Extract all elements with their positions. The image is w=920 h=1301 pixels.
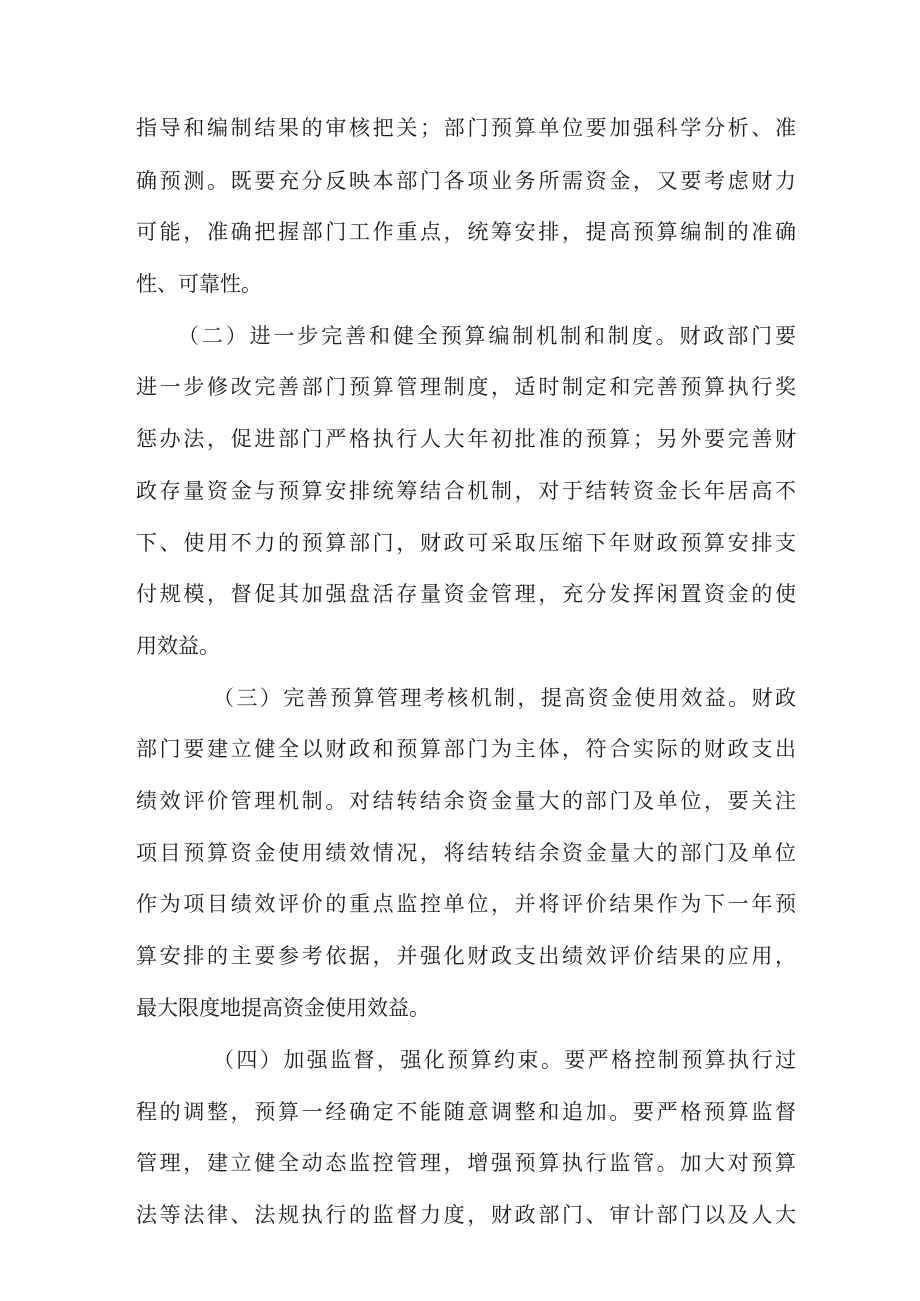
paragraph-1-line-2: 确预测。既要充分反映本部门各项业务所需资金，又要考虑财力 xyxy=(136,169,796,193)
paragraph-3-line-5: 作为项目绩效评价的重点监控单位，并将评价结果作为下一年预 xyxy=(136,892,796,916)
paragraph-4-line-4: 法等法律、法规执行的监督力度，财政部门、审计部门以及人大 xyxy=(136,1203,796,1227)
paragraph-2-line-5: 下、使用不力的预算部门，财政可采取压缩下年财政预算安排支 xyxy=(136,531,796,555)
paragraph-2-line-6: 付规模，督促其加强盘活存量资金管理，充分发挥闲置资金的使 xyxy=(136,582,796,606)
paragraph-2-line-7: 用效益。 xyxy=(136,634,220,658)
paragraph-3-line-6: 算安排的主要参考依据，并强化财政支出绩效评价结果的应用， xyxy=(136,944,796,968)
paragraph-4-line-2: 程的调整，预算一经确定不能随意调整和追加。要严格预算监督 xyxy=(136,1100,796,1124)
paragraph-3-line-7: 最大限度地提高资金使用效益。 xyxy=(136,996,430,1020)
paragraph-1-line-1: 指导和编制结果的审核把关；部门预算单位要加强科学分析、准 xyxy=(136,116,796,140)
paragraph-2-line-2: 进一步修改完善部门预算管理制度，适时制定和完善预算执行奖 xyxy=(136,375,796,399)
paragraph-2-line-3: 惩办法，促进部门严格执行人大年初批准的预算；另外要完善财 xyxy=(136,427,796,451)
paragraph-1-line-3: 可能，准确把握部门工作重点，统筹安排，提高预算编制的准确 xyxy=(136,220,796,244)
paragraph-1-line-4: 性、可靠性。 xyxy=(136,272,262,296)
paragraph-3-line-2: 部门要建立健全以财政和预算部门为主体，符合实际的财政支出 xyxy=(136,737,796,761)
paragraph-2-line-4: 政存量资金与预算安排统筹结合机制，对于结转资金长年居高不 xyxy=(136,479,796,503)
paragraph-4-line-3: 管理，建立健全动态监控管理，增强预算执行监管。加大对预算 xyxy=(136,1151,796,1175)
section-4-heading-line: （四）加强监督，强化预算约束。要严格控制预算执行过 xyxy=(213,1048,796,1072)
section-3-heading-line: （三）完善预算管理考核机制，提高资金使用效益。财政 xyxy=(213,686,796,710)
paragraph-3-line-4: 项目预算资金使用绩效情况，将结转结余资金量大的部门及单位 xyxy=(136,841,796,865)
section-2-heading-line: （二）进一步完善和健全预算编制机制和制度。财政部门要 xyxy=(178,324,796,348)
paragraph-3-line-3: 绩效评价管理机制。对结转结余资金量大的部门及单位，要关注 xyxy=(136,789,796,813)
